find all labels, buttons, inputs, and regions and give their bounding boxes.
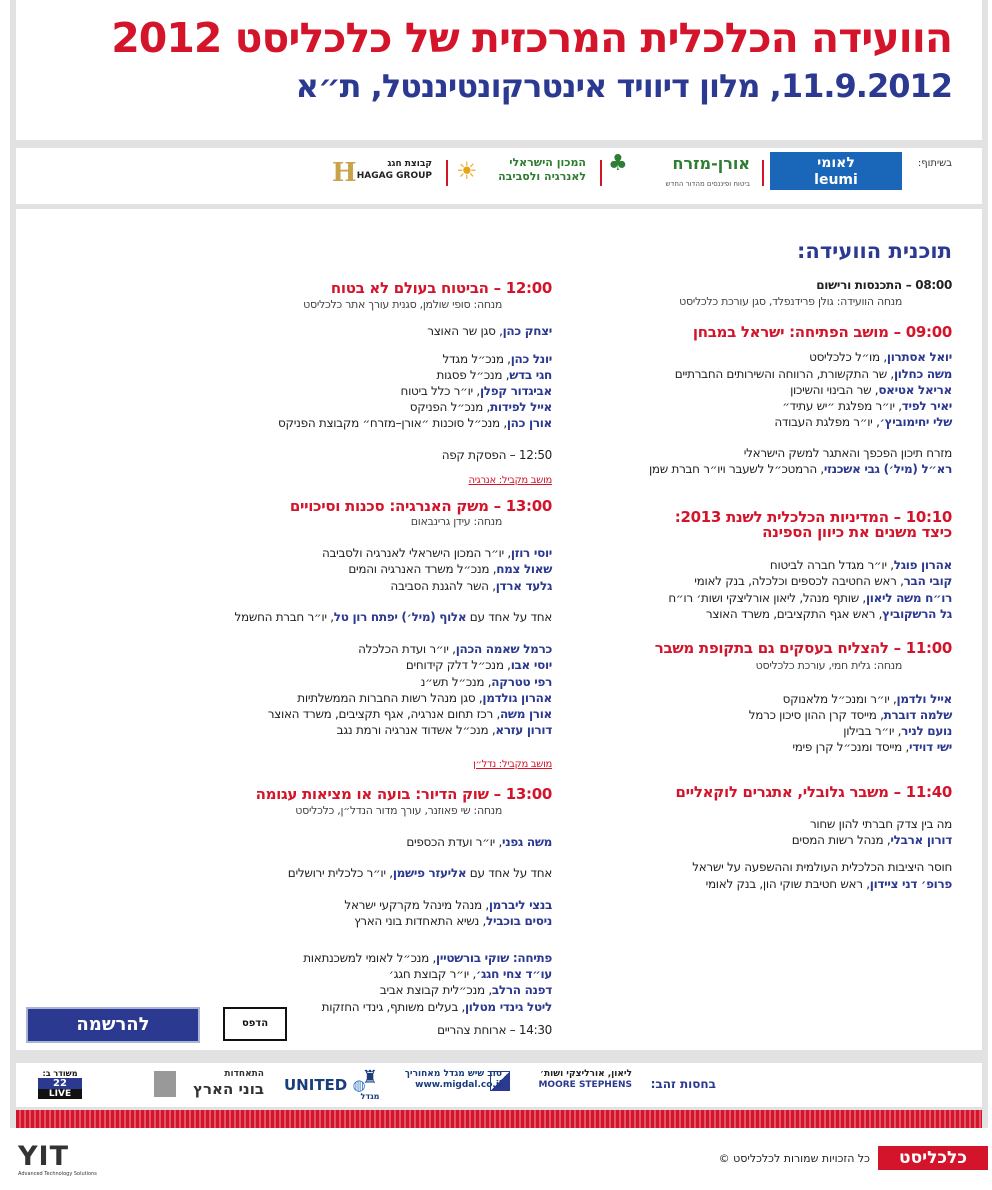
line-text: 12:50 – הפסקת קפה (441, 448, 552, 462)
program-line (212, 657, 552, 673)
yit-logo[interactable] (18, 1143, 97, 1177)
speaker-name: פתיחה: שוקי בורשטיין (436, 951, 552, 965)
speaker-name: רו״ח משה ליאון (865, 591, 952, 605)
speaker-name: משה כחלון (893, 367, 952, 381)
speaker-name: חגי בדש (509, 368, 552, 382)
line-text: , מנכ״ל תש״נ (420, 675, 492, 689)
line-text: , מנהל רשות המסים (791, 833, 891, 847)
live-label: LIVE (38, 1089, 82, 1099)
speaker-name: רא״ל (מיל׳) גבי אשכנזי (823, 462, 952, 476)
line-text: מנחה: גלית חמי, עורכת כלכליסט (755, 659, 902, 672)
line-text: 14:30 – ארוחת צהריים (437, 1023, 552, 1037)
program-line (212, 834, 552, 850)
line-text: , הרמטכ״ל לשעבר ויו״ר חברת שמן (648, 462, 824, 476)
line-text: , יו״ר מפלגת העבודה (774, 415, 880, 429)
migdal-tagline: טוב שיש מגדל מאחוריך (404, 1069, 502, 1079)
line-text: , יו״ר מגדל חברה לביטוח (769, 558, 894, 572)
speaker-name: ליטל גינדי מטלון (464, 1000, 552, 1014)
line-text: , רכז תחום אנרגיה, אגף תקציבים, משרד האוצר (267, 707, 500, 721)
line-text: מנחה: שי פאוזנר, עורך מדור הנדל״ן, כלכליסט (295, 804, 502, 817)
line-text: , מנכ״ל הפניקס (409, 400, 490, 414)
program-line (632, 398, 952, 414)
speaker-name: דפנה הרלב (491, 983, 552, 997)
program-line (632, 739, 952, 755)
globe-icon: ◍ (347, 1076, 366, 1094)
migdal-logo[interactable] (360, 1067, 502, 1101)
leumi-logo-he: לאומי (817, 155, 855, 171)
program-line (632, 461, 952, 477)
line-text: , יו״ר ועדת הכספים (406, 835, 502, 849)
program-line (632, 707, 952, 723)
leon-name: ליאון, אורליצקי ושות׳ (540, 1069, 632, 1079)
program-line (632, 573, 952, 589)
divider (762, 160, 764, 186)
migdal-url: www.migdal.co.il (415, 1080, 502, 1090)
speaker-name: כרמל שאמה הכהן (455, 642, 552, 656)
leon-moore-logo[interactable] (512, 1069, 632, 1101)
program-line (212, 383, 552, 399)
partners-panel (16, 148, 982, 204)
line-text: , מייסד קרן ההון סיכון כרמל (748, 708, 884, 722)
title-panel (16, 0, 982, 140)
session-title (632, 639, 952, 657)
print-button[interactable]: הדפס (223, 1007, 287, 1041)
speaker-name: יואל אסתרון (886, 350, 952, 364)
line-prefix: אחד על אחד עם (466, 610, 552, 624)
program-line (212, 722, 552, 738)
speaker-name: אביגדור קפלן (479, 384, 552, 398)
oren-mizrach-tagline: ביטוח ופיננסים מהדור החדש (665, 180, 750, 188)
moderator-line (212, 803, 552, 819)
program-line (212, 674, 552, 690)
program-line (632, 366, 952, 382)
speaker-name: גלעד ארדן (495, 579, 552, 593)
line-text: מושב מקביל: אנרגיה (468, 475, 552, 486)
program-line (632, 590, 952, 606)
line-text: 11:00 – להצליח בעסקים גם בתקופת משבר (654, 639, 952, 657)
oren-mizrach-logo[interactable] (608, 151, 750, 198)
line-prefix: אחד על אחד עם (466, 866, 552, 880)
program-line (632, 557, 952, 573)
line-text: 13:00 – שוק הדיור: בועה או מציאות עגומה (255, 785, 552, 803)
partners-label: בשיתוף: (917, 158, 952, 169)
program-line (632, 876, 952, 892)
session-title (212, 279, 552, 297)
line-text: , ראש חטיבת שוקי הון, בנק לאומי (705, 877, 870, 891)
line-text: , מייסד ומנכ״ל קרן פימי (792, 740, 910, 754)
hagag-name-en: HAGAG GROUP (356, 171, 432, 181)
migdal-name: מגדל (360, 1092, 380, 1101)
program-line (632, 723, 952, 739)
program-line (212, 865, 552, 881)
session-title (212, 785, 552, 803)
united-name: UNITED (284, 1076, 348, 1094)
copyright-text: כל הזכויות שמורות לכלכליסט © (718, 1152, 870, 1165)
program-line (212, 545, 552, 561)
line-text: 09:00 – מושב הפתיחה: ישראל במבחן (692, 323, 952, 341)
session-title (632, 523, 952, 541)
line-text: חוסר היציבות הכלכלית העולמית וההשפעה על ישראל (692, 860, 952, 874)
moderator-line (632, 294, 952, 310)
program-line (212, 966, 552, 982)
parallel-session-link[interactable] (212, 757, 552, 773)
session-title (632, 783, 952, 801)
program-line (212, 609, 552, 625)
energy-institute-name: המכון הישראלי לאנרגיה ולסביבה (498, 156, 586, 183)
session-title (632, 323, 952, 341)
program-line (212, 323, 552, 339)
speaker-name: שאול צמח (496, 562, 552, 576)
line-text: , שר התקשורת, הרווחה והשירותים החברתיים (674, 367, 894, 381)
program-line (632, 816, 952, 832)
program-line (632, 349, 952, 365)
program-panel (16, 209, 982, 1050)
program-line (212, 641, 552, 657)
leumi-logo-en: leumi (814, 172, 858, 188)
program-line (212, 913, 552, 929)
line-text: , יו״ר כלל ביטוח (400, 384, 480, 398)
session-title (212, 497, 552, 515)
line-text: מנחה: עידן גרינבאום (410, 515, 502, 528)
speaker-name: קובי הבר (903, 574, 952, 588)
program-line (632, 691, 952, 707)
energy-institute-logo[interactable] (456, 156, 586, 196)
speaker-name: ניסים בוכביל (486, 914, 552, 928)
speaker-name: יצחק כהן (502, 324, 552, 338)
line-text: מנחה הוועידה: גולן פרידנפלד, סגן עורכת כלכליסט (679, 295, 902, 308)
line-text: 10:10 – המדיניות הכלכלית לשנת 2013: (674, 508, 952, 526)
line-text: , יו״ר קבוצת חגג׳ (388, 967, 476, 981)
page-title: הוועידה הכלכלית המרכזית של כלכליסט 2012 (111, 14, 952, 62)
program-line (212, 561, 552, 577)
line-text: 13:00 – משק האנרגיה: סכנות וסיכויים (289, 497, 552, 515)
program-title: תוכנית הוועידה: (797, 239, 952, 263)
speaker-name: שלמה דוברת (883, 708, 952, 722)
line-text: , מנהל מינהל מקרקעי ישראל (344, 898, 489, 912)
gold-sponsors-panel (16, 1063, 982, 1107)
program-line (632, 832, 952, 848)
program-line (212, 982, 552, 998)
line-text: מושב מקביל: נדל״ן (473, 759, 552, 770)
moderator-line (212, 297, 552, 313)
speaker-name: יונל כהן (510, 352, 552, 366)
parallel-session-link[interactable] (212, 473, 552, 489)
line-text: , מנכ״ל אשדוד אנרגיה ורמת נגב (336, 723, 496, 737)
program-line (212, 950, 552, 966)
line-text: , השר להגנת הסביבה (390, 579, 496, 593)
line-text: מנחה: סופי שולמן, סגנית עורך אתר כלכליסט (303, 298, 502, 311)
speaker-name: דורון ארבלי (890, 833, 952, 847)
yit-tagline: Advanced Technology Solutions (18, 1171, 97, 1177)
calcalist-logo[interactable]: כלכליסט (878, 1146, 988, 1170)
line-text: , מנכ״ל דלק קידוחים (405, 658, 511, 672)
line-text: , מנכ״ל פסגות (436, 368, 510, 382)
line-text: , שותף מנהל, ליאון אורליצקי ושות׳ רו״ח (668, 591, 866, 605)
speaker-name: דורון עזרא (495, 723, 552, 737)
line-text: מזרח תיכון הפכפך והאתגר למשק הישראלי (743, 446, 952, 460)
line-text: , יו״ר חברת החשמל (234, 610, 334, 624)
line-text: , ראש אגף התקציבים, משרד האוצר (705, 607, 883, 621)
building-icon (154, 1071, 176, 1097)
line-text: , מנכ״ל סוכנות ״אורן–מזרח״ מקבוצת הפניקס (278, 416, 507, 430)
line-text: 08:00 – התכנסות ורישום (816, 278, 952, 292)
speaker-name: רפי טטרקה (491, 675, 552, 689)
line-text: , מנכ״ל מגדל (442, 352, 511, 366)
speaker-name: בנצי ליברמן (488, 898, 552, 912)
speaker-name: משה גפני (501, 835, 552, 849)
moderator-line (212, 514, 552, 530)
program-line (632, 382, 952, 398)
speaker-name: יאיר לפיד (901, 399, 952, 413)
line-text: , מו״ל כלכליסט (809, 350, 887, 364)
migdal-tower-icon: ♜ מגדל (360, 1067, 380, 1101)
line-text: , יו״ר ומנכ״ל מלאנוקס (782, 692, 897, 706)
speaker-name: נועם לניר (901, 724, 952, 738)
line-text: , יו״ר כלכלית ירושלים (287, 866, 393, 880)
program-line (212, 447, 552, 463)
speaker-name: יוסי רוזן (510, 546, 552, 560)
line-text: מה בין צדק חברתי להון שחור (809, 817, 952, 831)
speaker-name: אהרון פוגל (893, 558, 952, 572)
line-text: , יו״ר בבילון (843, 724, 902, 738)
line-text: , שר הבינוי והשיכון (790, 383, 879, 397)
speaker-name: אהרון גולדמן (482, 691, 552, 705)
program-line (212, 399, 552, 415)
speaker-name: ישי דוידי (909, 740, 952, 754)
register-button[interactable]: להרשמה (26, 1007, 200, 1043)
program-line (632, 277, 952, 293)
divider (600, 160, 602, 186)
program-line (632, 606, 952, 622)
speaker-name: שלי יחימוביץ׳ (879, 415, 952, 429)
line-text: , יו״ר מפלגת ״יש עתיד״ (782, 399, 902, 413)
program-line (632, 445, 952, 461)
line-text: 11:40 – משבר גלובלי, אתגרים לוקאליים (675, 783, 952, 801)
line-text: , בעלים משותף, גינדי החזקות (321, 1000, 465, 1014)
line-text: , סגן מנהל רשות החברות הממשלתיות (297, 691, 483, 705)
line-text: , מנכ״לית קבוצת אביב (379, 983, 492, 997)
line-text: , מנכ״ל משרד האנרגיה והמים (348, 562, 497, 576)
program-line (212, 351, 552, 367)
channel22-live-logo[interactable] (38, 1069, 82, 1101)
line-text: 12:00 – הביטוח בעולם לא בטוח (330, 279, 552, 297)
program-line (212, 367, 552, 383)
united-logo[interactable] (284, 1069, 376, 1101)
speaker-name: עו״ד צחי חגג׳ (475, 967, 552, 981)
speaker-name: אורן משה (499, 707, 552, 721)
speaker-name: גל הרשקוביץ (882, 607, 952, 621)
line-text: , סגן שר האוצר (427, 324, 503, 338)
line-text: כיצד משנים את כיוון הספינה (762, 523, 952, 541)
hagag-logo[interactable] (332, 158, 432, 192)
speaker-name: אריאל אטיאס (878, 383, 952, 397)
leumi-logo[interactable] (770, 152, 902, 190)
hagag-name-he: קבוצת חגג (387, 159, 432, 169)
program-line (632, 414, 952, 430)
yit-name: YIT (18, 1141, 70, 1172)
divider (446, 160, 448, 186)
program-line (212, 690, 552, 706)
bonei-haaretz-logo[interactable] (154, 1069, 264, 1101)
page-subtitle: 11.9.2012, מלון דיוויד אינטרקונטיננטל, ת״א (295, 67, 952, 105)
moore-name: MOORE STEPHENS (538, 1080, 632, 1090)
sun-icon: ☀ (456, 157, 478, 185)
gold-sponsors-label: בחסות זהב: (650, 1077, 716, 1091)
bonei-haaretz-name: בוני הארץ (193, 1080, 264, 1098)
program-line (212, 706, 552, 722)
footer-stripe (16, 1110, 982, 1128)
tree-icon: ♣ (608, 151, 628, 176)
speaker-name: אייל לפידות (490, 400, 552, 414)
line-text: , יו״ר ועדת הכלכלה (358, 642, 456, 656)
broadcast-label: משודר ב: (42, 1069, 78, 1078)
line-text: , נשיא התאחדות בוני הארץ (354, 914, 487, 928)
program-line (212, 578, 552, 594)
program-line (212, 897, 552, 913)
line-text: , ראש החטיבה לכספים וכלכלה, בנק לאומי (694, 574, 904, 588)
program-line (632, 859, 952, 875)
speaker-name: אורן כהן (506, 416, 552, 430)
line-text: , מנכ״ל לאומי למשכנתאות (303, 951, 437, 965)
bonei-haaretz-small: התאחדות (224, 1069, 264, 1079)
speaker-name: אלוף (מיל׳) יפתח רון טל (333, 610, 467, 624)
hagag-h-icon: H (332, 158, 357, 188)
moderator-line (632, 658, 952, 674)
speaker-name: אליעזר פישמן (392, 866, 467, 880)
speaker-name: פרופ׳ דני ציידון (869, 877, 952, 891)
speaker-name: אייל ולדמן (896, 692, 952, 706)
channel22-number: 22 (38, 1078, 82, 1089)
line-text: , יו״ר המכון הישראלי לאנרגיה ולסביבה (321, 546, 511, 560)
oren-mizrach-name: אורן-מזרח (672, 154, 750, 173)
program-line (212, 415, 552, 431)
speaker-name: יוסי אבו (510, 658, 552, 672)
